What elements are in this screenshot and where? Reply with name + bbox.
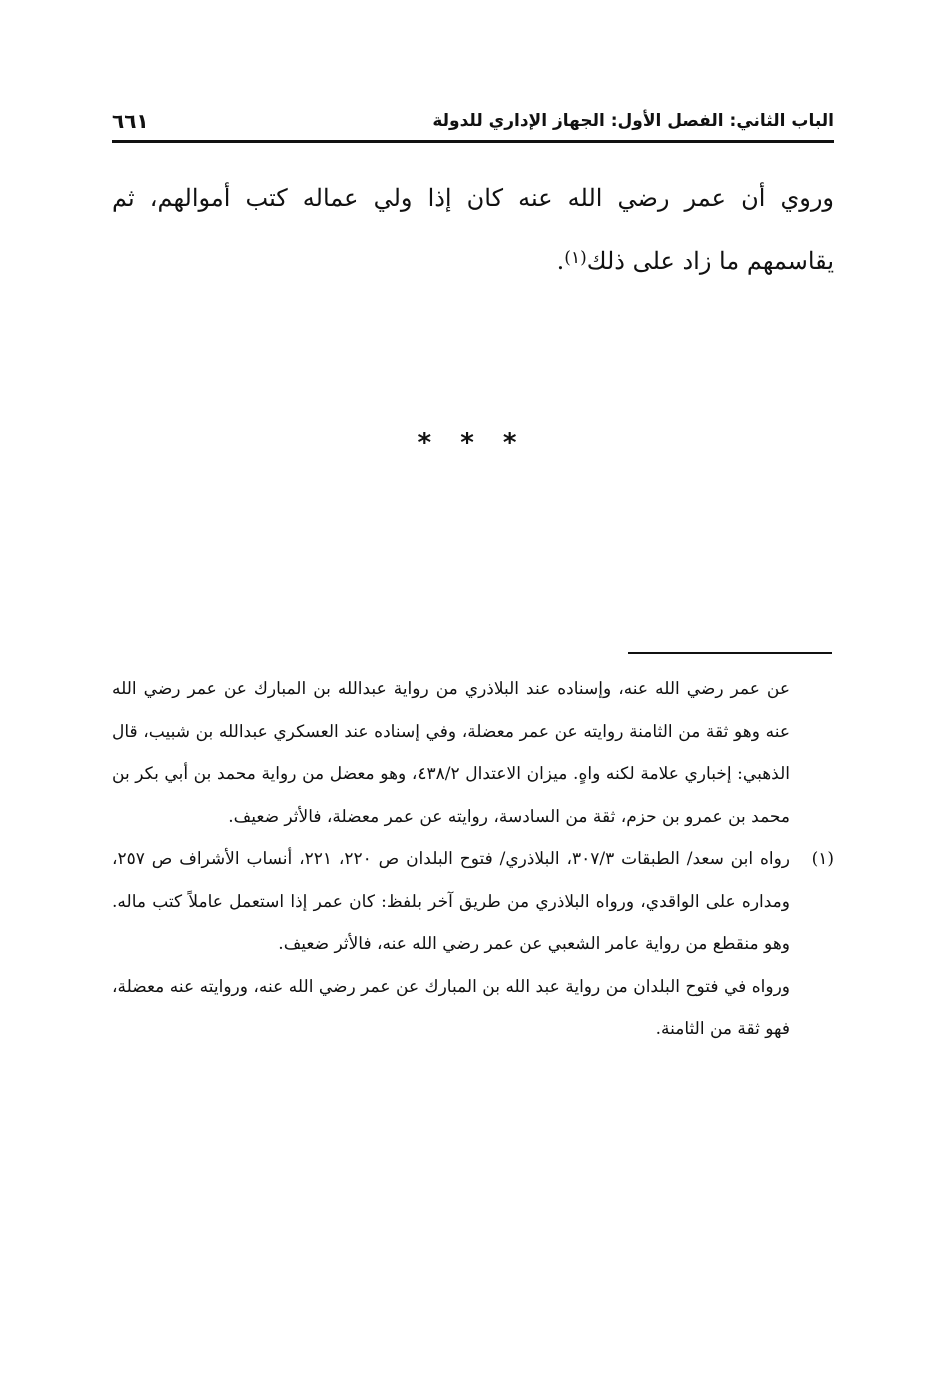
- footnote-reference: (١): [564, 248, 587, 268]
- running-title: الباب الثاني: الفصل الأول: الجهاز الإداري للدولة: [432, 111, 834, 131]
- page-number: ٦٦١: [112, 109, 149, 133]
- body-paragraph-text: وروي أن عمر رضي الله عنه كان إذا ولي عماله كتب أموالهم، ثم يقاسمهم ما زاد على ذلك: [112, 184, 834, 275]
- footnote-rule: [628, 652, 832, 654]
- body-paragraph-end: .: [556, 247, 565, 275]
- footnote-1-extra: ورواه في فتوح البلدان من رواية عبد الله بن المبارك عن عمر رضي الله عنه، وروايته عنه معضلة، فهو ثقة من الثامنة.: [112, 976, 790, 1039]
- footnotes: [112, 668, 834, 1051]
- header-rule: [112, 140, 834, 143]
- footnote-continuation: عن عمر رضي الله عنه، وإسناده عند البلاذري من رواية عبدالله بن المبارك عن عمر رضي الله عنه وهو ثقة من الثامنة روايته عن عمر معضلة، وفي إسناده عند العسكري عبدالله بن شبيب، قال الذهبي: إخباري علامة لكنه واهٍ. ميزان الاعتدال ٤٣٨/٢، وهو معضل من رواية محمد بن أبي بكر بن محمد بن عمرو بن حزم، ثقة من السادسة، روايته عن عمر معضلة، فالأثر ضعيف.: [112, 679, 790, 827]
- footnote-text: رواه ابن سعد/ الطبقات ٣٠٧/٣، البلاذري/ فتوح البلدان ص ٢٢٠، ٢٢١، أنساب الأشراف ص ٢٥٧، ومداره على الواقدي، ورواه البلاذري من طريق آخر بلفظ: كان عمر إذا استعمل عاملاً كتب ماله. وهو منقطع من رواية عامر الشعبي عن عمر رضي الله عنه، فالأثر ضعيف.: [112, 849, 790, 954]
- footnote-number: (١): [811, 849, 834, 869]
- footnote-1: [112, 838, 834, 966]
- body-paragraph: [112, 168, 834, 291]
- section-separator: * * *: [417, 428, 527, 458]
- page-header: [112, 104, 834, 138]
